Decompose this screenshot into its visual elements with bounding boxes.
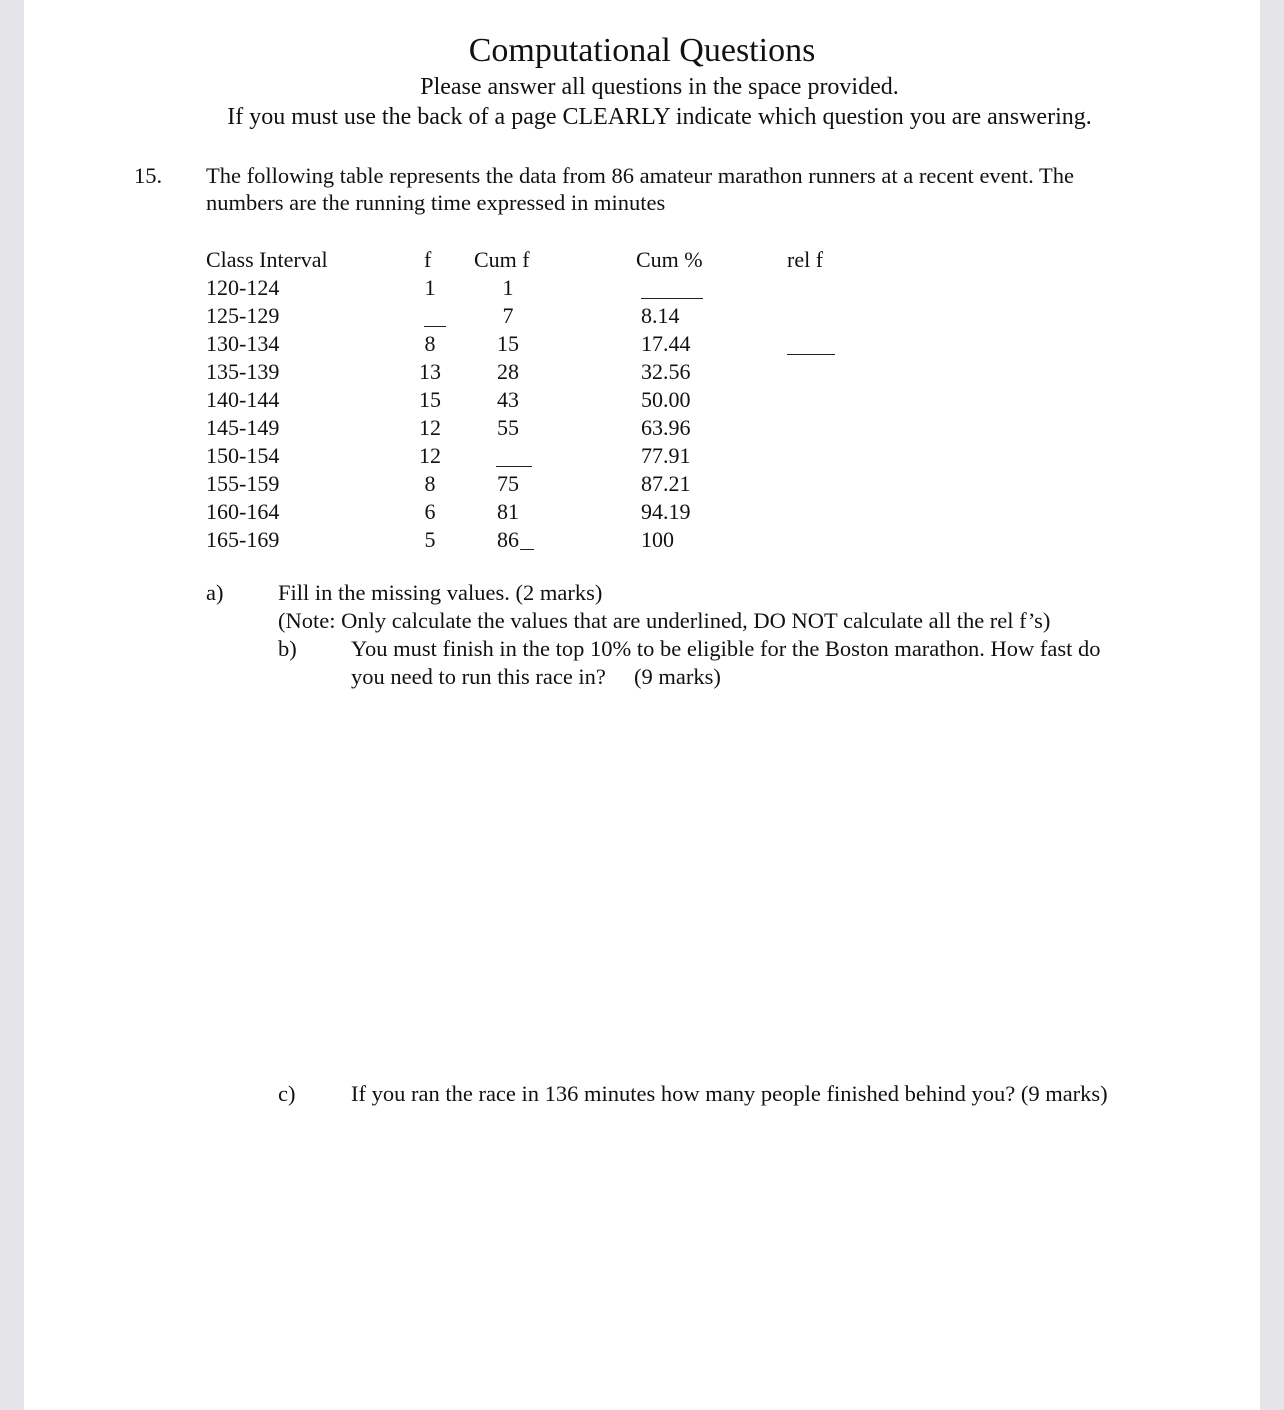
- header-rel-f: rel f: [787, 247, 824, 272]
- cell-cum-pct: 94.19: [641, 499, 691, 524]
- cell-interval: 145-149: [206, 415, 280, 440]
- part-a-note: (Note: Only calculate the values that are underlined, DO NOT calculate all the rel f’s): [278, 608, 1051, 633]
- cell-cum-pct: 100: [641, 527, 674, 552]
- part-a-label: a): [206, 580, 224, 605]
- blank-cum-pct-row-1[interactable]: [641, 298, 703, 299]
- cell-cum-pct: 77.91: [641, 443, 691, 468]
- cell-cum-f: 28: [497, 359, 519, 384]
- blank-cum-f-row-7[interactable]: [496, 466, 532, 467]
- cell-f: 8: [424, 331, 436, 356]
- instruction-line-2: If you must use the back of a page CLEARLY indicate which question you are answering.: [227, 104, 1092, 130]
- cell-interval: 135-139: [206, 359, 280, 384]
- cell-cum-pct: 63.96: [641, 415, 691, 440]
- header-cum-pct: Cum %: [636, 247, 703, 272]
- cell-cum-f: 81: [497, 499, 519, 524]
- header-f: f: [424, 247, 432, 272]
- cell-cum-pct: 17.44: [641, 331, 691, 356]
- instruction-line-1: Please answer all questions in the space provided.: [420, 74, 899, 100]
- part-b-label: b): [278, 636, 297, 661]
- cell-cum-f: 55: [497, 415, 519, 440]
- cell-f: 13: [419, 359, 441, 384]
- part-a-text: Fill in the missing values. (2 marks): [278, 580, 603, 605]
- cell-f: 12: [419, 415, 441, 440]
- cell-f: 5: [424, 527, 436, 552]
- part-c-text: If you ran the race in 136 minutes how many people finished behind you? (9 marks): [351, 1081, 1108, 1106]
- cell-cum-f: 7: [502, 303, 514, 328]
- page-title: Computational Questions: [468, 32, 816, 69]
- blank-rel-f-row-3[interactable]: [787, 354, 835, 355]
- cell-f: 15: [419, 387, 441, 412]
- cell-cum-pct: 32.56: [641, 359, 691, 384]
- cell-cum-pct: 87.21: [641, 471, 691, 496]
- cell-cum-pct: 50.00: [641, 387, 691, 412]
- cell-interval: 150-154: [206, 443, 280, 468]
- cell-interval: 120-124: [206, 275, 280, 300]
- header-cum-f: Cum f: [474, 247, 530, 272]
- cell-interval: 165-169: [206, 527, 280, 552]
- cell-cum-pct: 8.14: [641, 303, 680, 328]
- cell-f: 8: [424, 471, 436, 496]
- part-c-label: c): [278, 1081, 296, 1106]
- cell-interval: 125-129: [206, 303, 280, 328]
- cell-interval: 160-164: [206, 499, 280, 524]
- cell-interval: 130-134: [206, 331, 280, 356]
- blank-f-row-2[interactable]: [424, 326, 446, 327]
- blank-cum-f-row-10[interactable]: [520, 549, 534, 550]
- cell-cum-f: 75: [497, 471, 519, 496]
- cell-interval: 140-144: [206, 387, 280, 412]
- part-b-text-line-2: you need to run this race in? (9 marks): [351, 664, 721, 689]
- question-text-line-1: The following table represents the data from 86 amateur marathon runners at a recent event. The: [206, 163, 1074, 188]
- cell-f: 1: [424, 275, 436, 300]
- cell-f: 6: [424, 499, 436, 524]
- header-class-interval: Class Interval: [206, 247, 328, 272]
- cell-cum-f: 15: [497, 331, 519, 356]
- cell-cum-f: 86: [497, 527, 519, 552]
- cell-cum-f: 43: [497, 387, 519, 412]
- question-number: 15.: [134, 163, 163, 188]
- cell-cum-f: 1: [502, 275, 514, 300]
- question-text-line-2: numbers are the running time expressed in minutes: [206, 190, 666, 215]
- cell-f: 12: [419, 443, 441, 468]
- cell-interval: 155-159: [206, 471, 280, 496]
- part-b-text-line-1: You must finish in the top 10% to be eligible for the Boston marathon. How fast do: [351, 636, 1101, 661]
